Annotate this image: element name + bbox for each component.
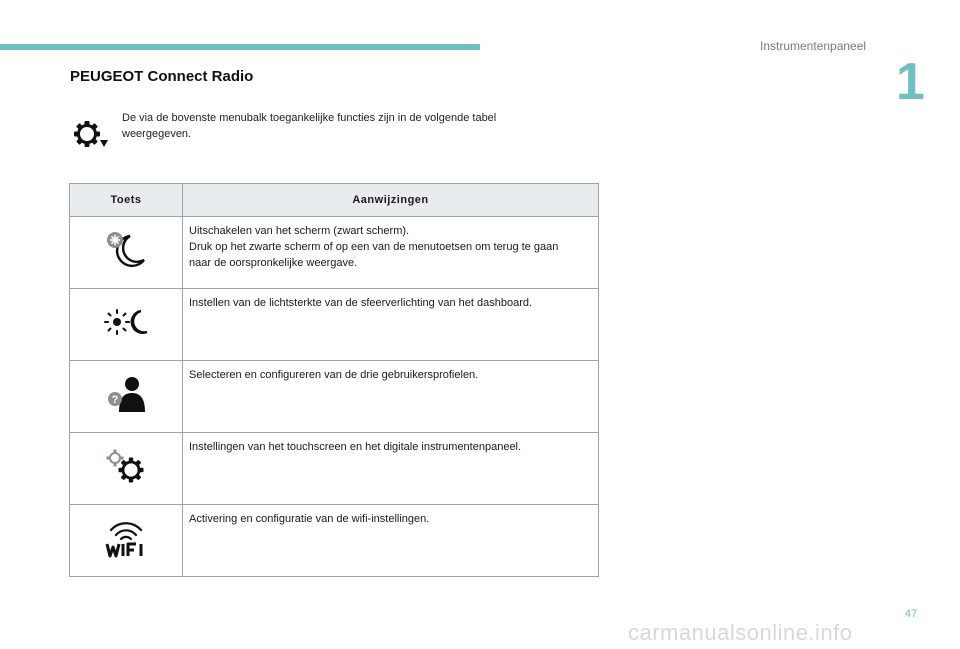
settings-gear-with-dropdown-icon [72,118,112,152]
icon-cell [70,433,183,505]
description-line: Instellingen van het touchscreen en het digitale instrumentenpaneel. [189,441,522,453]
user-profile-icon [104,374,148,414]
description-cell [183,361,599,433]
wifi-icon [103,518,149,558]
description-line: naar de oorspronkelijke weergave. [189,257,358,269]
description-cell [183,505,599,577]
description-line: Druk op het zwarte scherm of op een van de menutoetsen om terug te gaan [189,241,559,253]
description-line: Instellen van de lichtsterkte van de sfeerverlichting van het dashboard. [189,297,533,309]
column-header-key: Toets [70,184,183,217]
description-cell [183,433,599,505]
settings-gears-icon [103,446,149,486]
table-row [70,361,599,433]
description-cell [183,217,599,289]
intro-line: weergegeven. [122,128,192,140]
column-header-description: Aanwijzingen [183,184,599,217]
description-line: Activering en configuratie van de wifi-instellingen. [189,513,430,525]
icon-cell [70,505,183,577]
table-row [70,505,599,577]
intro-text [122,110,542,142]
table-row [70,217,599,289]
brightness-sun-moon-icon [103,305,149,339]
description-cell [183,289,599,361]
page-title: PEUGEOT Connect Radio [70,68,254,85]
description-line: Uitschakelen van het scherm (zwart scherm). [189,225,410,237]
section-title: Instrumentenpaneel [760,39,867,53]
screen-off-moon-icon [103,230,149,270]
top-accent-bar [0,44,480,50]
functions-table [69,183,599,577]
table-row [70,289,599,361]
table-header-row [70,184,599,217]
page-number: 47 [905,608,918,620]
table-row [70,433,599,505]
watermark: carmanualsonline.info [628,620,853,645]
intro-line: De via de bovenste menubalk toegankelijke functies zijn in de volgende tabel [122,112,497,124]
icon-cell [70,289,183,361]
description-line: Selecteren en configureren van de drie gebruikersprofielen. [189,369,479,381]
svg-text:?: ? [111,394,119,406]
chapter-number: 1 [896,53,925,111]
icon-cell [70,217,183,289]
icon-cell [70,361,183,433]
